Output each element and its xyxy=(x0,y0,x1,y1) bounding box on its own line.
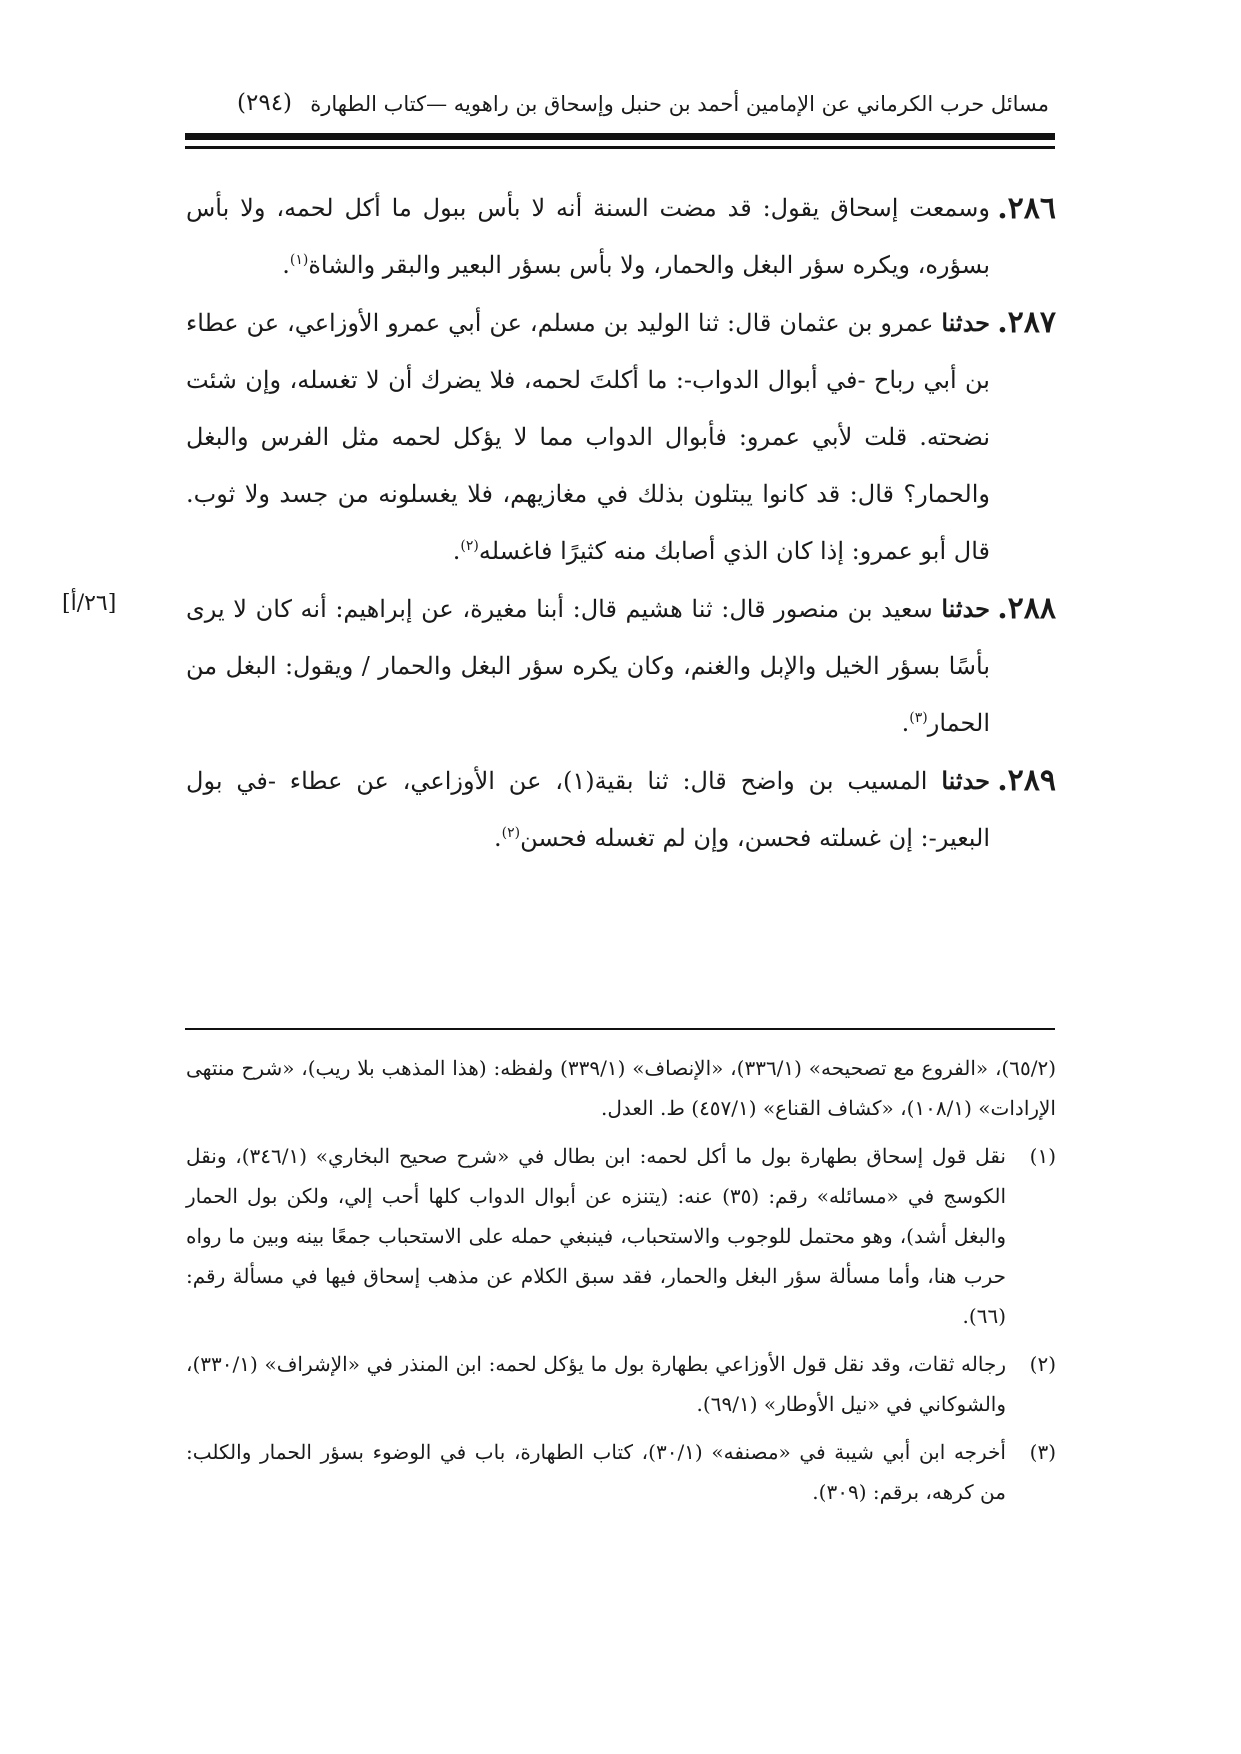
footnote-ref: (٢) xyxy=(460,538,479,554)
footnote-mark: (٣) xyxy=(1029,1440,1056,1464)
footnote-text: نقل قول إسحاق بطهارة بول ما أكل لحمه: ابن بطال في «شرح صحيح البخاري» (٣٤٦/١)، ونقل الكوسج في «مسائله» رقم: (٣٥) عنه: (يتنزه عن أبوال الدواب كلها أحب إلي، ولكن بول الحمار والبغل أشد)، وهو محتمل للوجوب والاستحباب، فينبغي حمله على الاستحباب جمعًا بينه وبين ما رواه حرب هنا، وأما مسألة سؤر البغل والحمار، فقد سبق الكلام عن مذهب إسحاق فيها في مسألة رقم: (٦٦). xyxy=(186,1144,1006,1328)
footnote-2 xyxy=(186,1344,1056,1424)
running-header xyxy=(185,86,1055,126)
footnote-text: رجاله ثقات، وقد نقل قول الأوزاعي بطهارة بول ما يؤكل لحمه: ابن المنذر في «الإشراف» (٣٣٠/١)، والشوكاني في «نيل الأوطار» (٦٩/١). xyxy=(186,1352,1006,1416)
footnote-3 xyxy=(186,1432,1056,1512)
footnote-ref: (١) xyxy=(289,252,309,268)
main-text xyxy=(186,180,1056,867)
paragraph-text: سعيد بن منصور قال: ثنا هشيم قال: أبنا مغيرة، عن إبراهيم: أنه كان لا يرى بأسًا بسؤر الخيل والإبل والغنم، وكان يكره سؤر البغل والحمار / ويقول: البغل من الحمار xyxy=(186,595,990,737)
footnote-separator xyxy=(185,1028,1055,1030)
paragraph-288: ٢٨٨. حدثنا سعيد بن منصور قال: ثنا هشيم قال: أبنا مغيرة، عن إبراهيم: أنه كان لا يرى بأسًا بسؤر الخيل والإبل والغنم، وكان يكره سؤر البغل والحمار / ويقول: البغل من الحمار$^{(٣)}$. xyxy=(186,580,1056,752)
footnote-text: أخرجه ابن أبي شيبة في «مصنفه» (٣٠/١)، كتاب الطهارة، باب في الوضوء بسؤر الحمار والكلب: من كرهه، برقم: (٣٠٩). xyxy=(186,1440,1006,1504)
header-title: مسائل حرب الكرماني عن الإمامين أحمد بن حنبل وإسحاق بن راهويه —كتاب الطهارة xyxy=(310,92,1049,116)
footnotes xyxy=(186,1048,1056,1520)
paragraph-number: ٢٨٩. xyxy=(997,763,1056,798)
paragraph-289: ٢٨٩. حدثنا المسيب بن واضح قال: ثنا بقية(١)، عن الأوزاعي، عن عطاء -في بول البعير-: إن غسلته فحسن، وإن لم تغسله فحسن$^{(٢)}$. xyxy=(186,752,1056,867)
paragraph-text: المسيب بن واضح قال: ثنا بقية(١)، عن الأوزاعي، عن عطاء -في بول البعير-: إن غسلته فحسن، وإن لم تغسله فحسن xyxy=(186,767,990,852)
paragraph-text: وسمعت إسحاق يقول: قد مضت السنة أنه لا بأس ببول ما أكل لحمه، ولا بأس بسؤره، ويكره سؤر البغل والحمار، ولا بأس بسؤر البعير والبقر والشاة xyxy=(186,194,990,279)
footnote-ref: (٢) xyxy=(501,825,521,841)
footnote-text: (٦٥/٢)، «الفروع مع تصحيحه» (٣٣٦/١)، «الإنصاف» (٣٣٩/١) ولفظه: (هذا المذهب بلا ريب)، «شرح منتهى الإرادات» (١٠٨/١)، «كشاف القناع» (٤٥٧/١) ط. العدل. xyxy=(186,1056,1057,1120)
paragraph-lead: حدثنا xyxy=(941,308,990,337)
footnote-mark: (٢) xyxy=(1029,1352,1056,1376)
footnote-mark: (١) xyxy=(1029,1144,1056,1168)
paragraph-number: ٢٨٦. xyxy=(997,191,1056,226)
paragraph-lead: حدثنا xyxy=(941,594,990,623)
footnote-1 xyxy=(186,1136,1056,1336)
footnote-ref: (٣) xyxy=(909,710,928,726)
paragraph-286: ٢٨٦. وسمعت إسحاق يقول: قد مضت السنة أنه لا بأس ببول ما أكل لحمه، ولا بأس بسؤره، ويكره سؤر البغل والحمار، ولا بأس بسؤر البعير والبقر والشاة$^{(١)}$. xyxy=(186,180,1056,294)
header-rule-thin xyxy=(185,146,1055,149)
paragraph-lead: حدثنا xyxy=(941,766,991,795)
paragraph-text: عمرو بن عثمان قال: ثنا الوليد بن مسلم، عن أبي عمرو الأوزاعي، عن عطاء بن أبي رباح -في أبوال الدواب-: ما أكلتَ لحمه، فلا يضرك أن لا تغسله، وإن شئت نضحته. قلت لأبي عمرو: فأبوال الدواب مما لا يؤكل لحمه مثل الفرس والبغل والحمار؟ قال: قد كانوا يبتلون بذلك في مغازيهم، فلا يغسلونه من جسد ولا ثوب. قال أبو عمرو: إذا كان الذي أصابك منه كثيرًا فاغسله xyxy=(186,309,990,565)
paragraph-number: ٢٨٧. xyxy=(997,305,1056,340)
header-rule-thick xyxy=(185,133,1055,140)
page-number: (٢٩٤) xyxy=(237,90,293,116)
paragraph-287: ٢٨٧. حدثنا عمرو بن عثمان قال: ثنا الوليد بن مسلم، عن أبي عمرو الأوزاعي، عن عطاء بن أبي رباح -في أبوال الدواب-: ما أكلتَ لحمه، فلا يضرك أن لا تغسله، وإن شئت نضحته. قلت لأبي عمرو: فأبوال الدواب مما لا يؤكل لحمه مثل الفرس والبغل والحمار؟ قال: قد كانوا يبتلون بذلك في مغازيهم، فلا يغسلونه من جسد ولا ثوب. قال أبو عمرو: إذا كان الذي أصابك منه كثيرًا فاغسله$^{(٢)}$. xyxy=(186,294,1056,580)
paragraph-number: ٢٨٨. xyxy=(997,591,1056,626)
margin-folio-note: [٢٦/أ] xyxy=(62,591,117,616)
footnote-continued xyxy=(186,1048,1056,1128)
